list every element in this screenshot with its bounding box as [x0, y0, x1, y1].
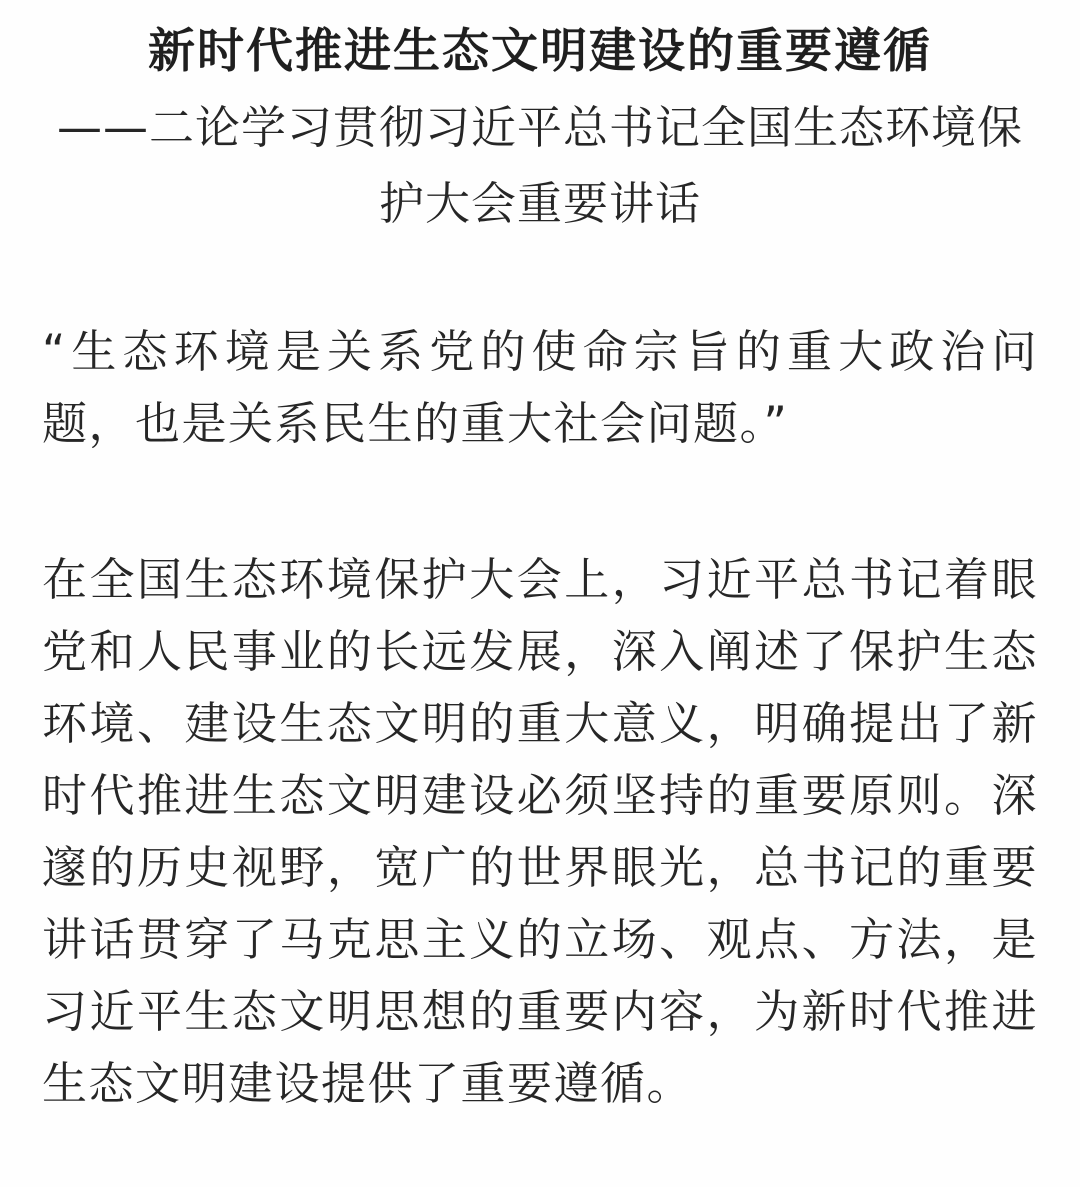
article-header: [42, 14, 1038, 242]
body-paragraph: 在全国生态环境保护大会上，习近平总书记着眼党和人民事业的长远发展，深入阐述了保护生态环境、建设生态文明的重大意义，明确提出了新时代推进生态文明建设必须坚持的重要原则。深邃的历史视野，宽广的世界眼光，总书记的重要讲话贯穿了马克思主义的立场、观点、方法，是习近平生态文明思想的重要内容，为新时代推进生态文明建设提供了重要遵循。: [42, 553, 1038, 1110]
quote-paragraph: “生态环境是关系党的使命宗旨的重大政治问题，也是关系民生的重大社会问题。”: [42, 325, 1038, 450]
article-subtitle: ——二论学习贯彻习近平总书记全国生态环境保护大会重要讲话: [56, 101, 1023, 230]
article-title: 新时代推进生态文明建设的重要遵循: [148, 24, 932, 79]
